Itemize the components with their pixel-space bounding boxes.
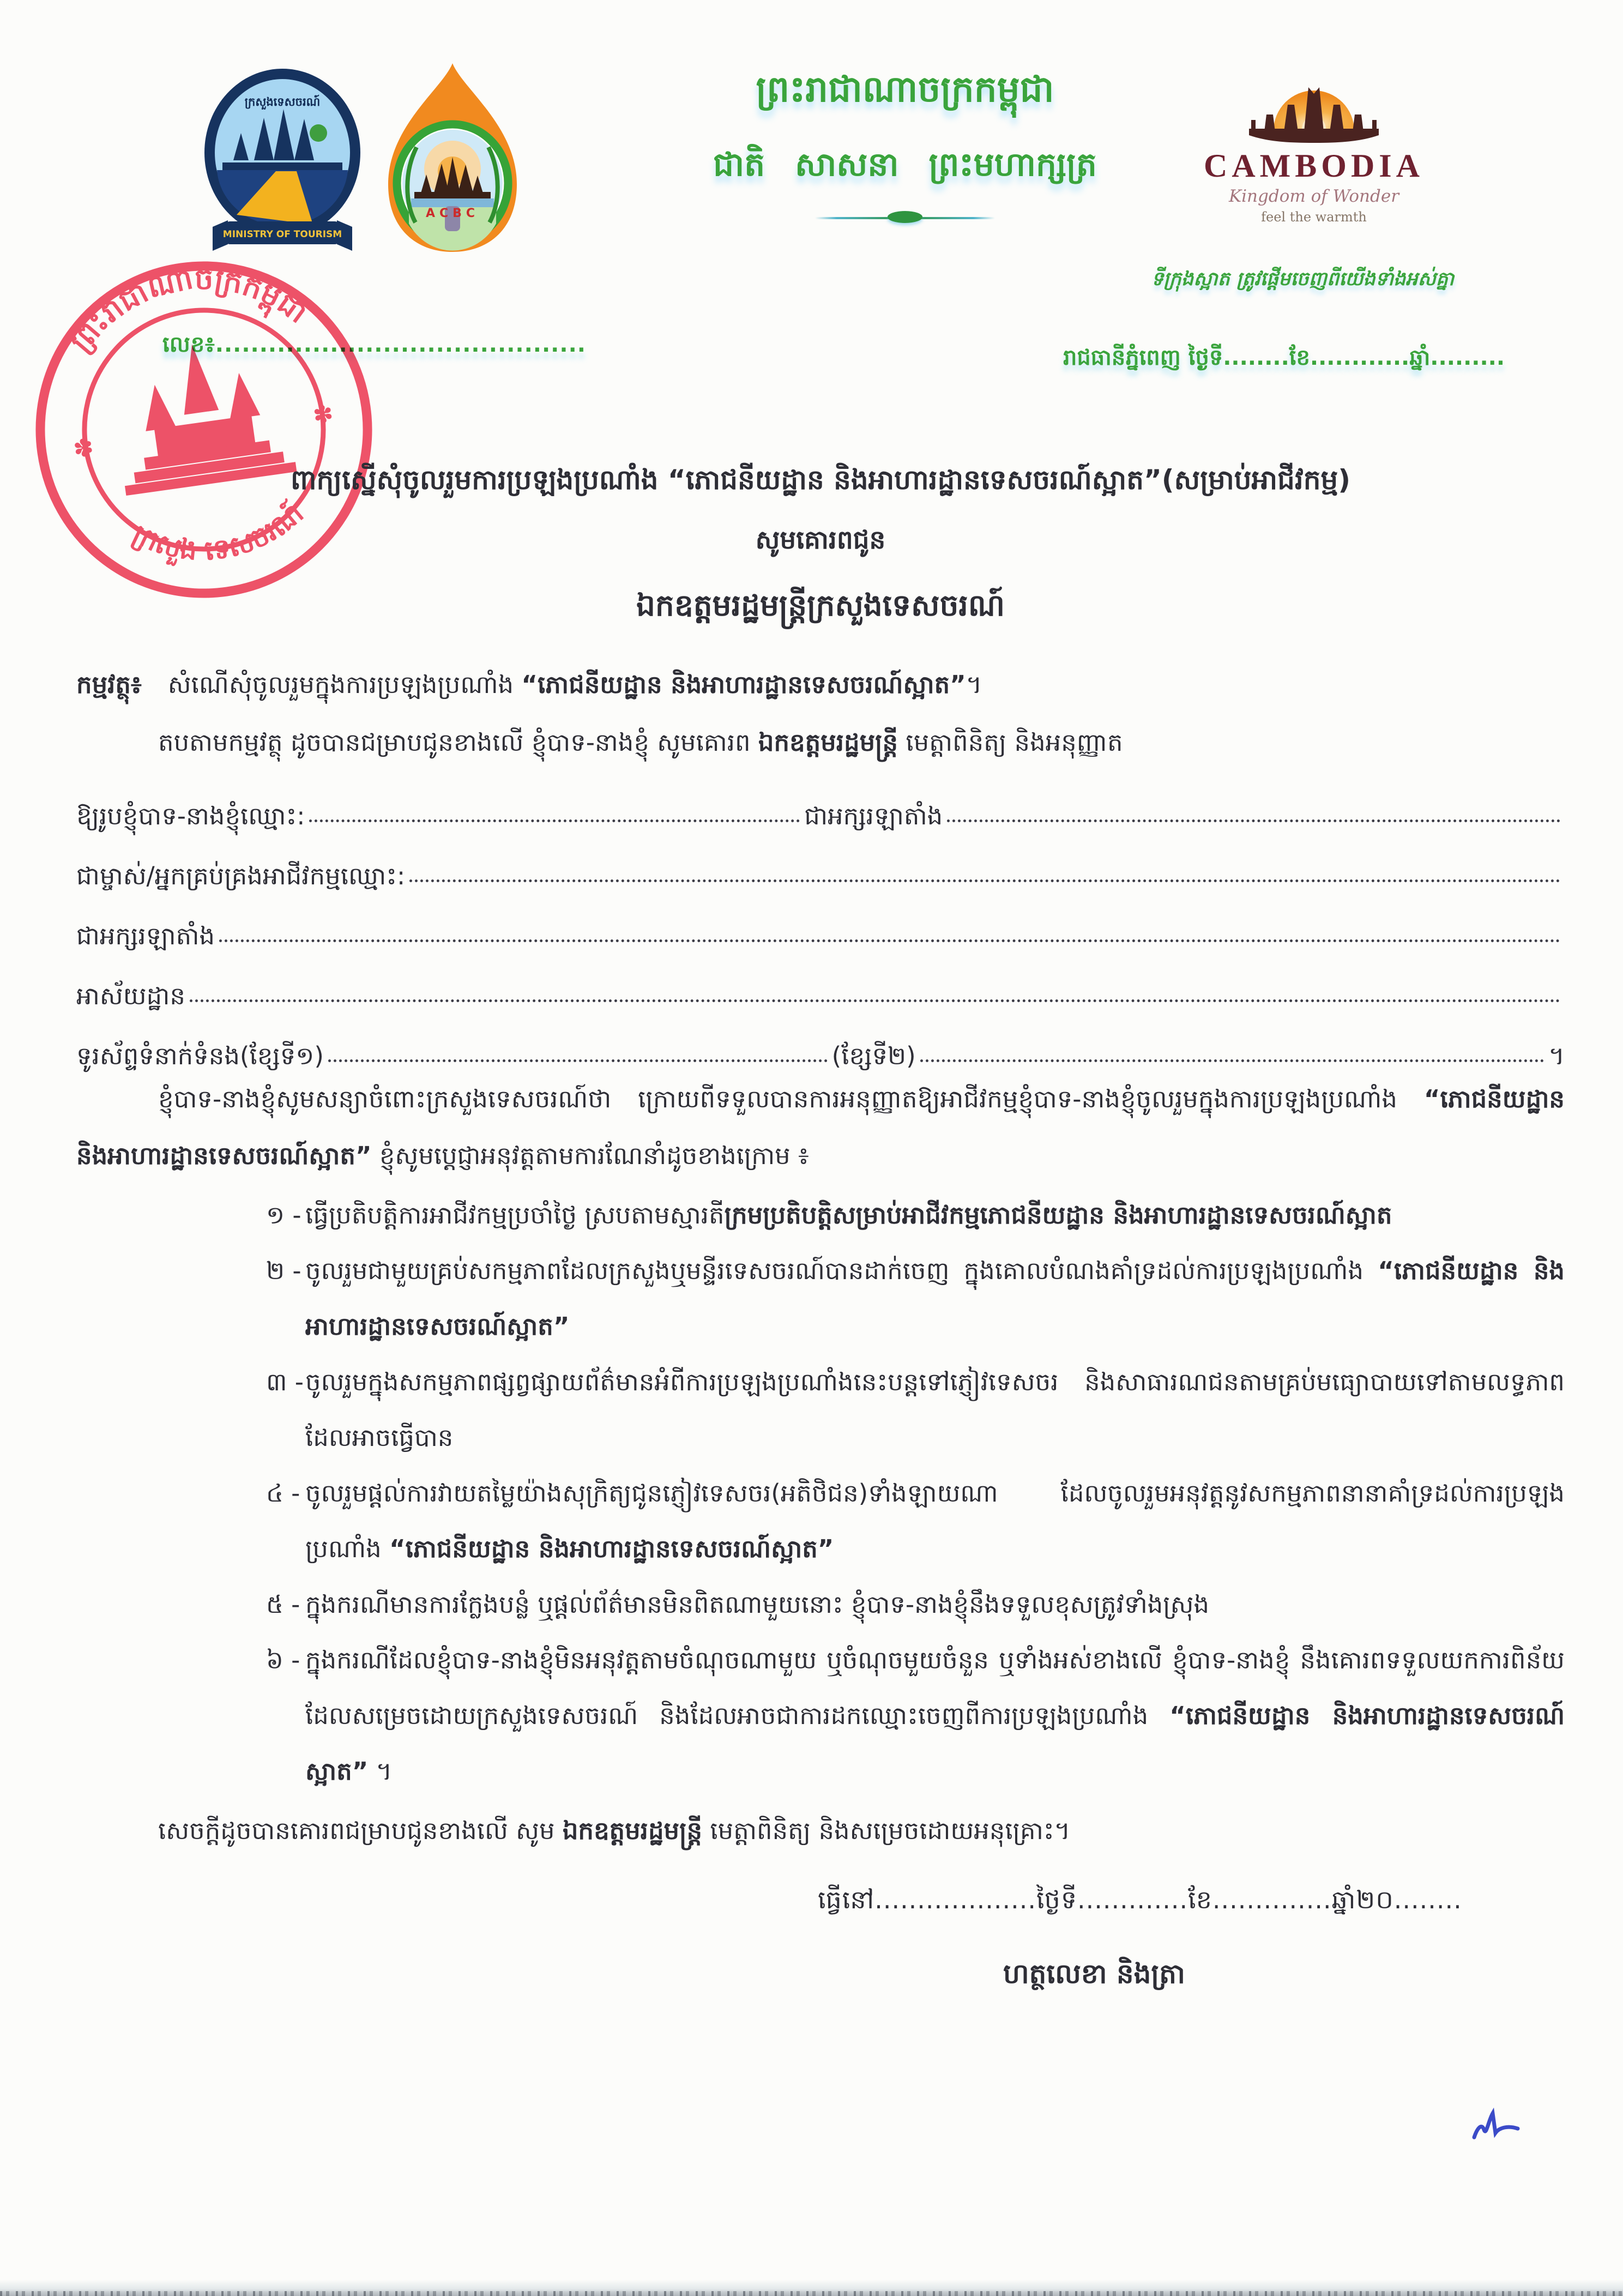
subject-text-pre: សំណើសុំចូលរួមក្នុងការប្រឡងប្រណាំង — [167, 670, 522, 699]
clean-city-slogan: ទីក្រុងស្អាត ត្រូវផ្ដើមចេញពីយើងទាំងអស់គ្នា — [1151, 268, 1455, 290]
applicant-name-label: ឱ្យរូបខ្ញុំបាទ-នាងខ្ញុំឈ្មោះ: — [76, 801, 305, 830]
field-row-applicant-name — [76, 771, 1565, 831]
item-text: ធ្វើប្រតិបត្តិការអាជីវកម្មប្រចាំថ្ងៃ ស្របតាមស្មារតី — [305, 1200, 725, 1230]
cambodia-logo — [1197, 72, 1431, 257]
item-number: ២ - — [266, 1256, 301, 1285]
item-text-bold: “ភោជនីយដ្ឋាន និងអាហារដ្ឋានទេសចរណ៍ស្អាត” — [305, 1256, 1565, 1341]
item-number: ៦ - — [266, 1645, 300, 1674]
dotted-blank — [219, 939, 1560, 942]
ministry-of-tourism-logo — [201, 63, 364, 253]
promise-post: ខ្ញុំសូមប្ដេជ្ញាអនុវត្តតាមការណែនាំដូចខាងក្រោម ៖ — [371, 1141, 809, 1170]
place-date-line: រាជធានីភ្នំពេញ ថ្ងៃទី........ខែ............ឆ្នាំ......... — [1063, 345, 1505, 370]
address-label: អាស័យដ្ឋាន — [76, 981, 185, 1010]
dotted-blank — [309, 819, 800, 822]
item-text-post: ។ — [368, 1756, 393, 1786]
item-text: ក្នុងករណីដែលខ្ញុំបាទ-នាងខ្ញុំមិនអនុវត្តតាមចំណុចណាមួយ ឬចំណុចមួយចំនួន ឬទាំងអស់ខាងលើ ខ្ញុំបាទ-នាងខ្ញុំ នឹងគោរពទទួលយកការពិន័យដែលសម្រេចដោយក្រសួងទេសចរណ៍ និងដែលអាចជាការដកឈ្មោះចេញពីការប្រឡងប្រណាំង — [305, 1645, 1565, 1730]
dotted-blank — [328, 1059, 828, 1062]
item-text: ចូលរួមក្នុងសកម្មភាពផ្សព្វផ្សាយព័ត៌មានអំពីការប្រឡងប្រណាំងនេះបន្តទៅភ្ញៀវទេសចរ និងសាធារណជនតាមគ្រប់មធ្យោបាយទៅតាមលទ្ធភាពដែលអាចធ្វើបាន — [305, 1367, 1565, 1452]
stamp-ornament-left: ✽ — [71, 433, 95, 464]
list-item-3 — [76, 1354, 1565, 1466]
list-item-2 — [76, 1243, 1565, 1354]
stamp-top-text: ព្រះរាជាណាចក្រកម្ពុជា — [63, 261, 314, 359]
header-motto-block — [611, 70, 1199, 221]
item-text-bold: ក្រមប្រតិបត្តិសម្រាប់អាជីវកម្មភោជនីយដ្ឋាន និងអាហារដ្ឋានទេសចរណ៍ស្អាត — [724, 1200, 1392, 1230]
acbc-logo — [376, 60, 529, 257]
dotted-blank — [947, 819, 1560, 822]
item-text: ក្នុងករណីមានការក្លែងបន្លំ ឬផ្ដល់ព័ត៌មានមិនពិតណាមួយនោះ ខ្ញុំបាទ-នាងខ្ញុំនឹងទទួលខុសត្រូវទាំងស្រុង — [305, 1589, 1210, 1619]
kingdom-motto-line1: ព្រះរាជាណាចក្រកម្ពុជា — [756, 68, 1054, 110]
promise-pre: ខ្ញុំបាទ-នាងខ្ញុំសូមសន្យាចំពោះក្រសួងទេសចរណ៍ថា ក្រោយពីទទួលបានការអនុញ្ញាតឱ្យអាជីវកម្មខ្ញុំបាទ-នាងខ្ញុំចូលរួមក្នុងការប្រឡងប្រណាំង — [158, 1084, 1424, 1113]
closing-post: មេត្តាពិនិត្យ និងសម្រេចដោយអនុគ្រោះ។ — [702, 1816, 1071, 1845]
phone1-label: ទូរស័ព្ទទំនាក់ទំនង(ខ្សែទី១) — [76, 1041, 324, 1070]
latin-name-label: ជាអក្សរឡាតាំង — [804, 801, 943, 830]
header-divider-ornament — [815, 214, 995, 221]
angkor-silhouette-icon — [1249, 87, 1379, 143]
water-shape — [411, 198, 494, 207]
reference-number-line: លេខ៖.......................................... — [162, 332, 586, 357]
item-number: ១ - — [266, 1200, 301, 1230]
item-text-bold: “ភោជនីយដ្ឋាន និងអាហារដ្ឋានទេសចរណ៍ស្អាត” — [305, 1701, 1565, 1786]
mot-banner-text: MINISTRY OF TOURISM — [222, 229, 342, 240]
feel-the-warmth-text: feel the warmth — [1261, 209, 1367, 225]
phone2-label: (ខ្សែទី២) — [831, 1041, 916, 1070]
commitment-list — [76, 1188, 1565, 1799]
subject-text-post: ។ — [966, 670, 982, 699]
owner-name-label: ជាម្ចាស់/អ្នកគ្រប់គ្រងអាជីវកម្មឈ្មោះ: — [76, 861, 406, 890]
field-row-address — [76, 951, 1565, 1011]
dotted-blank — [409, 879, 1560, 882]
opening-paragraph-bold: ឯកឧត្តមរដ្ឋមន្ត្រី — [758, 727, 898, 757]
tree-icon — [310, 124, 327, 142]
subject-label: កម្មវត្ថុ៖ — [76, 670, 142, 699]
mot-logo-top-text: ក្រសួងទេសចរណ៍ — [244, 95, 321, 109]
letter-body — [76, 459, 1565, 1997]
latin-script-label: ជាអក្សរឡាតាំង — [76, 921, 215, 950]
cambodia-wordmark: CAMBODIA — [1204, 148, 1424, 184]
stamp-bottom-text: ក្រសួង ទេសចរណ៍ — [128, 497, 310, 567]
item-text-bold: “ភោជនីយដ្ឋាន និងអាហារដ្ឋានទេសចរណ៍ស្អាត” — [389, 1534, 834, 1563]
kingdom-motto-line2: ជាតិ សាសនា ព្រះមហាក្សត្រ — [713, 145, 1097, 184]
list-item-4 — [76, 1466, 1565, 1577]
closing-pre: សេចក្ដីដូចបានគោរពជម្រាបជូនខាងលើ សូម — [158, 1816, 563, 1845]
form-fields — [76, 771, 1565, 1071]
field-row-phone — [76, 1011, 1565, 1071]
field-row-owner-name — [76, 831, 1565, 891]
dotted-blank — [190, 999, 1560, 1002]
opening-paragraph-pre: តបតាមកម្មវត្ថុ ដូចបានជម្រាបជូនខាងលើ ខ្ញុំបាទ-នាងខ្ញុំ សូមគោរព — [158, 727, 758, 757]
list-item-5 — [76, 1577, 1565, 1632]
item-number: ៤ - — [266, 1478, 300, 1508]
document-title: ពាក្យស្នើសុំចូលរួមការប្រឡងប្រណាំង “ភោជនីយដ្ឋាន និងអាហារដ្ឋានទេសចរណ៍ស្អាត”(សម្រាប់អាជីវកម្ម) — [290, 464, 1351, 496]
subject-text-bold: “ភោជនីយដ្ឋាន និងអាហារដ្ឋានទេសចរណ៍ស្អាត” — [521, 670, 966, 699]
closing-paragraph — [76, 1803, 1565, 1859]
stamp-ornament-right: ✽ — [311, 399, 335, 430]
field-row-latin-script — [76, 891, 1565, 951]
signature-date-line: ធ្វើនៅ...................ថ្ងៃទី.............ខែ..............ឆ្នាំ២០........ — [818, 1884, 1462, 1914]
item-text: ចូលរួមផ្ដល់ការវាយតម្លៃយ៉ាងសុក្រិត្យជូនភ្ញៀវទេសចរ(អតិថិជន)ទាំងឡាយណា ដែលចូលរួមអនុវត្តនូវសកម្មភាពនានាគាំទ្រដល់ការប្រឡងប្រណាំង — [305, 1478, 1565, 1563]
salutation: សូមគោរពជូន — [755, 525, 886, 555]
addressee: ឯកឧត្តមរដ្ឋមន្ត្រីក្រសួងទេសចរណ៍ — [636, 587, 1005, 623]
list-item-6 — [76, 1632, 1565, 1799]
item-number: ៣ - — [266, 1367, 304, 1396]
list-item-1 — [76, 1188, 1565, 1243]
opening-paragraph-post: មេត្តាពិនិត្យ និងអនុញ្ញាត — [898, 727, 1123, 757]
mot-banner — [213, 220, 352, 251]
promise-bold: “ភោជនីយដ្ឋាន និងអាហារដ្ឋានទេសចរណ៍ស្អាត” — [76, 1084, 1565, 1170]
kingdom-of-wonder-text: Kingdom of Wonder — [1228, 186, 1399, 206]
item-text: ចូលរួមជាមួយគ្រប់សកម្មភាពដែលក្រសួងឬមន្ទីរទេសចរណ៍បានដាក់ចេញ ក្នុងគោលបំណងគាំទ្រដល់ការប្រឡងប្រណាំង — [305, 1256, 1378, 1285]
dotted-blank — [920, 1059, 1544, 1062]
closing-bold: ឯកឧត្តមរដ្ឋមន្ត្រី — [562, 1816, 703, 1845]
opening-paragraph — [76, 714, 1565, 771]
subject-line — [76, 655, 1565, 714]
handwritten-initial — [1470, 2106, 1530, 2149]
promise-paragraph — [76, 1071, 1565, 1184]
signature-label: ហត្ថលេខា និងត្រា — [1003, 1957, 1185, 1990]
phone-line-end: ។ — [1548, 1041, 1565, 1070]
scan-edge-artifact — [0, 2280, 1623, 2296]
item-number: ៥ - — [266, 1589, 300, 1619]
acbc-letters: ACBC — [425, 207, 480, 220]
